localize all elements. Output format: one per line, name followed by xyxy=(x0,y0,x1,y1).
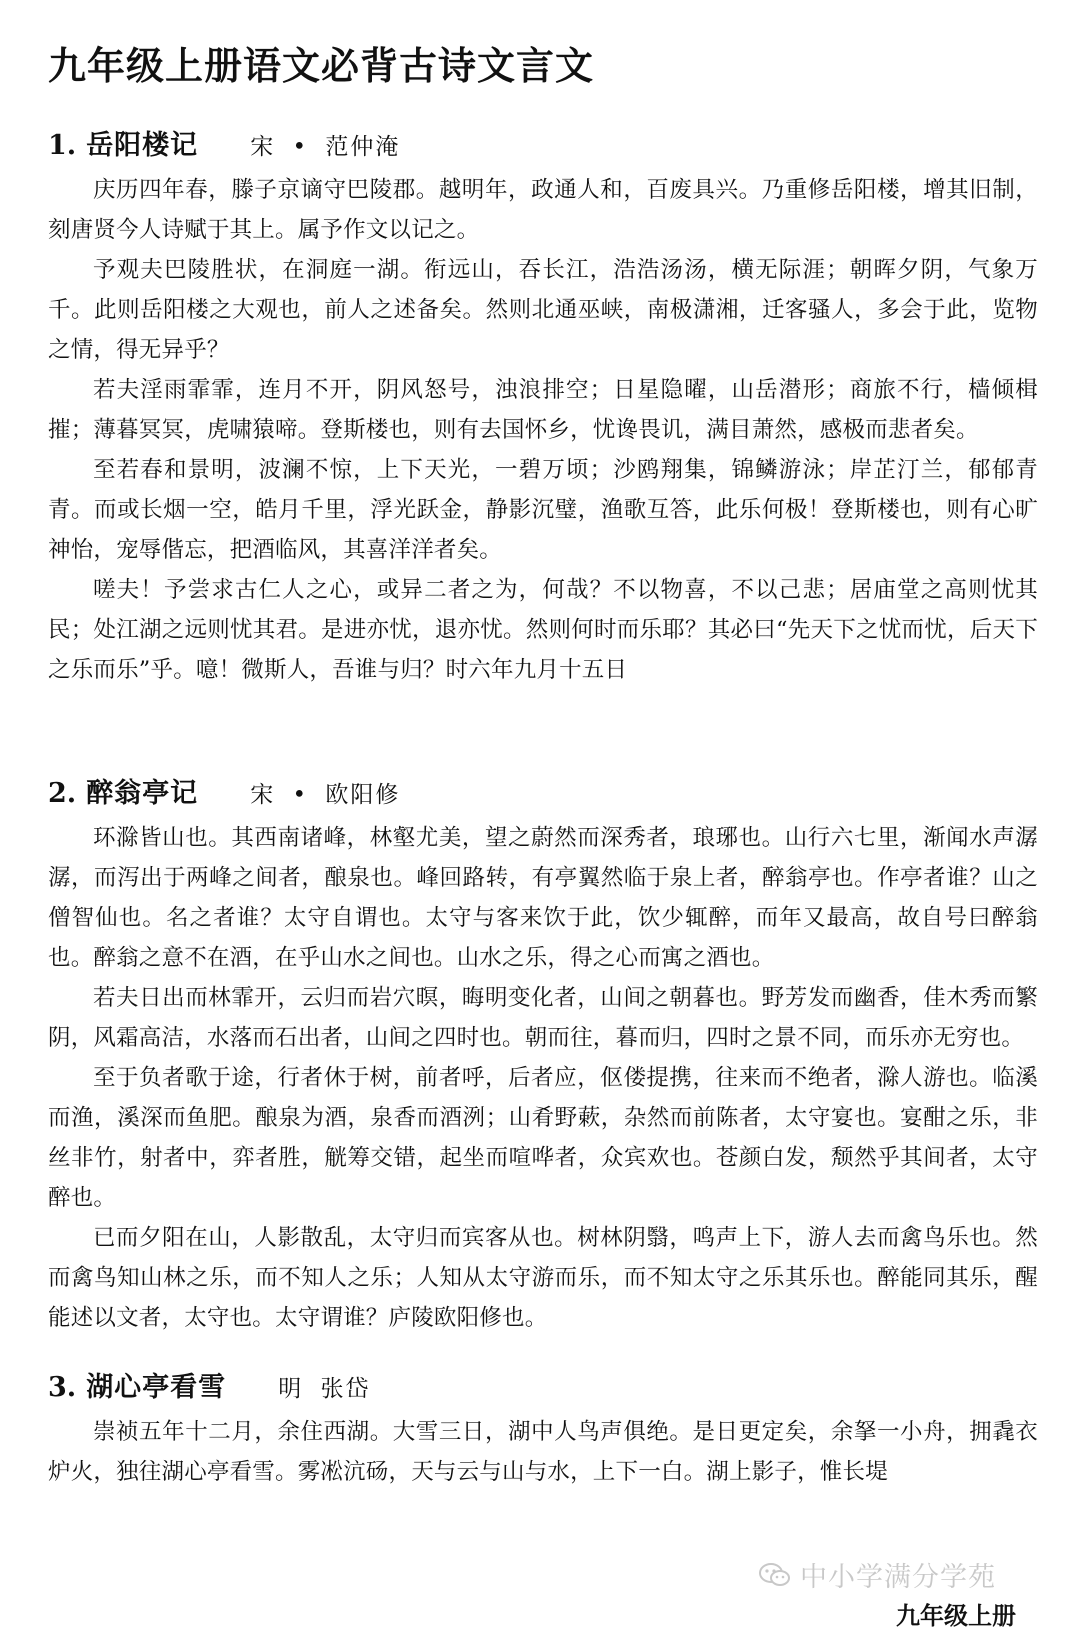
section-huxinting xyxy=(48,1364,1038,1492)
section-spacer xyxy=(48,690,1038,770)
watermark xyxy=(758,1555,996,1594)
section-number: 2. xyxy=(48,778,77,809)
section-author: 明 张岱 xyxy=(278,1376,371,1402)
paragraph: 庆历四年春，滕子京谪守巴陵郡。越明年，政通人和，百废具兴。乃重修岳阳楼，增其旧制，刻唐贤今人诗赋于其上。属予作文以记之。 xyxy=(48,177,1038,243)
section-spacer xyxy=(48,1338,1038,1364)
wechat-icon xyxy=(758,1562,792,1588)
paragraph: 嗟夫！予尝求古仁人之心，或异二者之为，何哉？不以物喜，不以己悲；居庙堂之高则忧其民；处江湖之远则忧其君。是进亦忧，退亦忧。然则何时而乐耶？其必曰“先天下之忧而忧，后天下之乐而乐”乎。噫！微斯人，吾谁与归？时六年九月十五日 xyxy=(48,577,1038,683)
paragraph: 若夫淫雨霏霏，连月不开，阴风怒号，浊浪排空；日星隐曜，山岳潜形；商旅不行，樯倾楫摧；薄暮冥冥，虎啸猿啼。登斯楼也，则有去国怀乡，忧谗畏讥，满目萧然，感极而悲者矣。 xyxy=(48,377,1038,443)
paragraph: 若夫日出而林霏开，云归而岩穴暝，晦明变化者，山间之朝暮也。野芳发而幽香，佳木秀而繁阴，风霜高洁，水落而石出者，山间之四时也。朝而往，暮而归，四时之景不同，而乐亦无穷也。 xyxy=(48,985,1038,1051)
paragraph: 崇祯五年十二月，余住西湖。大雪三日，湖中人鸟声俱绝。是日更定矣，余拏一小舟，拥毳衣炉火，独往湖心亭看雪。雾凇沆砀，天与云与山与水，上下一白。湖上影子，惟长堤 xyxy=(48,1419,1038,1485)
section-heading xyxy=(48,1364,1038,1412)
section-yueyanglou xyxy=(48,122,1038,690)
section-author: 宋 • 范仲淹 xyxy=(250,134,401,160)
section-number: 3. xyxy=(48,1372,77,1403)
document-title: 九年级上册语文必背古诗文言文 xyxy=(48,43,595,88)
paragraph: 予观夫巴陵胜状，在洞庭一湖。衔远山，吞长江，浩浩汤汤，横无际涯；朝晖夕阴，气象万千。此则岳阳楼之大观也，前人之述备矣。然则北通巫峡，南极潇湘，迁客骚人，多会于此，览物之情，得无异乎？ xyxy=(48,257,1038,363)
section-title: 湖心亭看雪 xyxy=(86,1372,227,1403)
paragraph: 已而夕阳在山，人影散乱，太守归而宾客从也。树林阴翳，鸣声上下，游人去而禽鸟乐也。然而禽鸟知山林之乐，而不知人之乐；人知从太守游而乐，而不知太守之乐其乐也。醉能同其乐，醒能述以文者，太守也。太守谓谁？庐陵欧阳修也。 xyxy=(48,1225,1038,1331)
footer-label: 九年级上册 xyxy=(896,1601,1016,1630)
section-number: 1. xyxy=(48,130,77,161)
section-author: 宋 • 欧阳修 xyxy=(250,782,401,808)
section-heading xyxy=(48,122,1038,170)
section-heading xyxy=(48,770,1038,818)
paragraph: 至于负者歌于途，行者休于树，前者呼，后者应，伛偻提携，往来而不绝者，滁人游也。临溪而渔，溪深而鱼肥。酿泉为酒，泉香而酒洌；山肴野蔌，杂然而前陈者，太守宴也。宴酣之乐，非丝非竹，射者中，弈者胜，觥筹交错，起坐而喧哗者，众宾欢也。苍颜白发，颓然乎其间者，太守醉也。 xyxy=(48,1065,1038,1211)
section-title: 岳阳楼记 xyxy=(86,130,199,161)
section-title: 醉翁亭记 xyxy=(86,778,199,809)
watermark-text: 中小学满分学苑 xyxy=(800,1562,996,1593)
paragraph: 环滁皆山也。其西南诸峰，林壑尤美，望之蔚然而深秀者，琅琊也。山行六七里，渐闻水声潺潺，而泻出于两峰之间者，酿泉也。峰回路转，有亭翼然临于泉上者，醉翁亭也。作亭者谁？山之僧智仙也。名之者谁？太守自谓也。太守与客来饮于此，饮少辄醉，而年又最高，故自号曰醉翁也。醉翁之意不在酒，在乎山水之间也。山水之乐，得之心而寓之酒也。 xyxy=(48,825,1038,971)
paragraph: 至若春和景明，波澜不惊，上下天光，一碧万顷；沙鸥翔集，锦鳞游泳；岸芷汀兰，郁郁青青。而或长烟一空，皓月千里，浮光跃金，静影沉璧，渔歌互答，此乐何极！登斯楼也，则有心旷神怡，宠辱偕忘，把酒临风，其喜洋洋者矣。 xyxy=(48,457,1038,563)
section-zuiwengting xyxy=(48,770,1038,1338)
